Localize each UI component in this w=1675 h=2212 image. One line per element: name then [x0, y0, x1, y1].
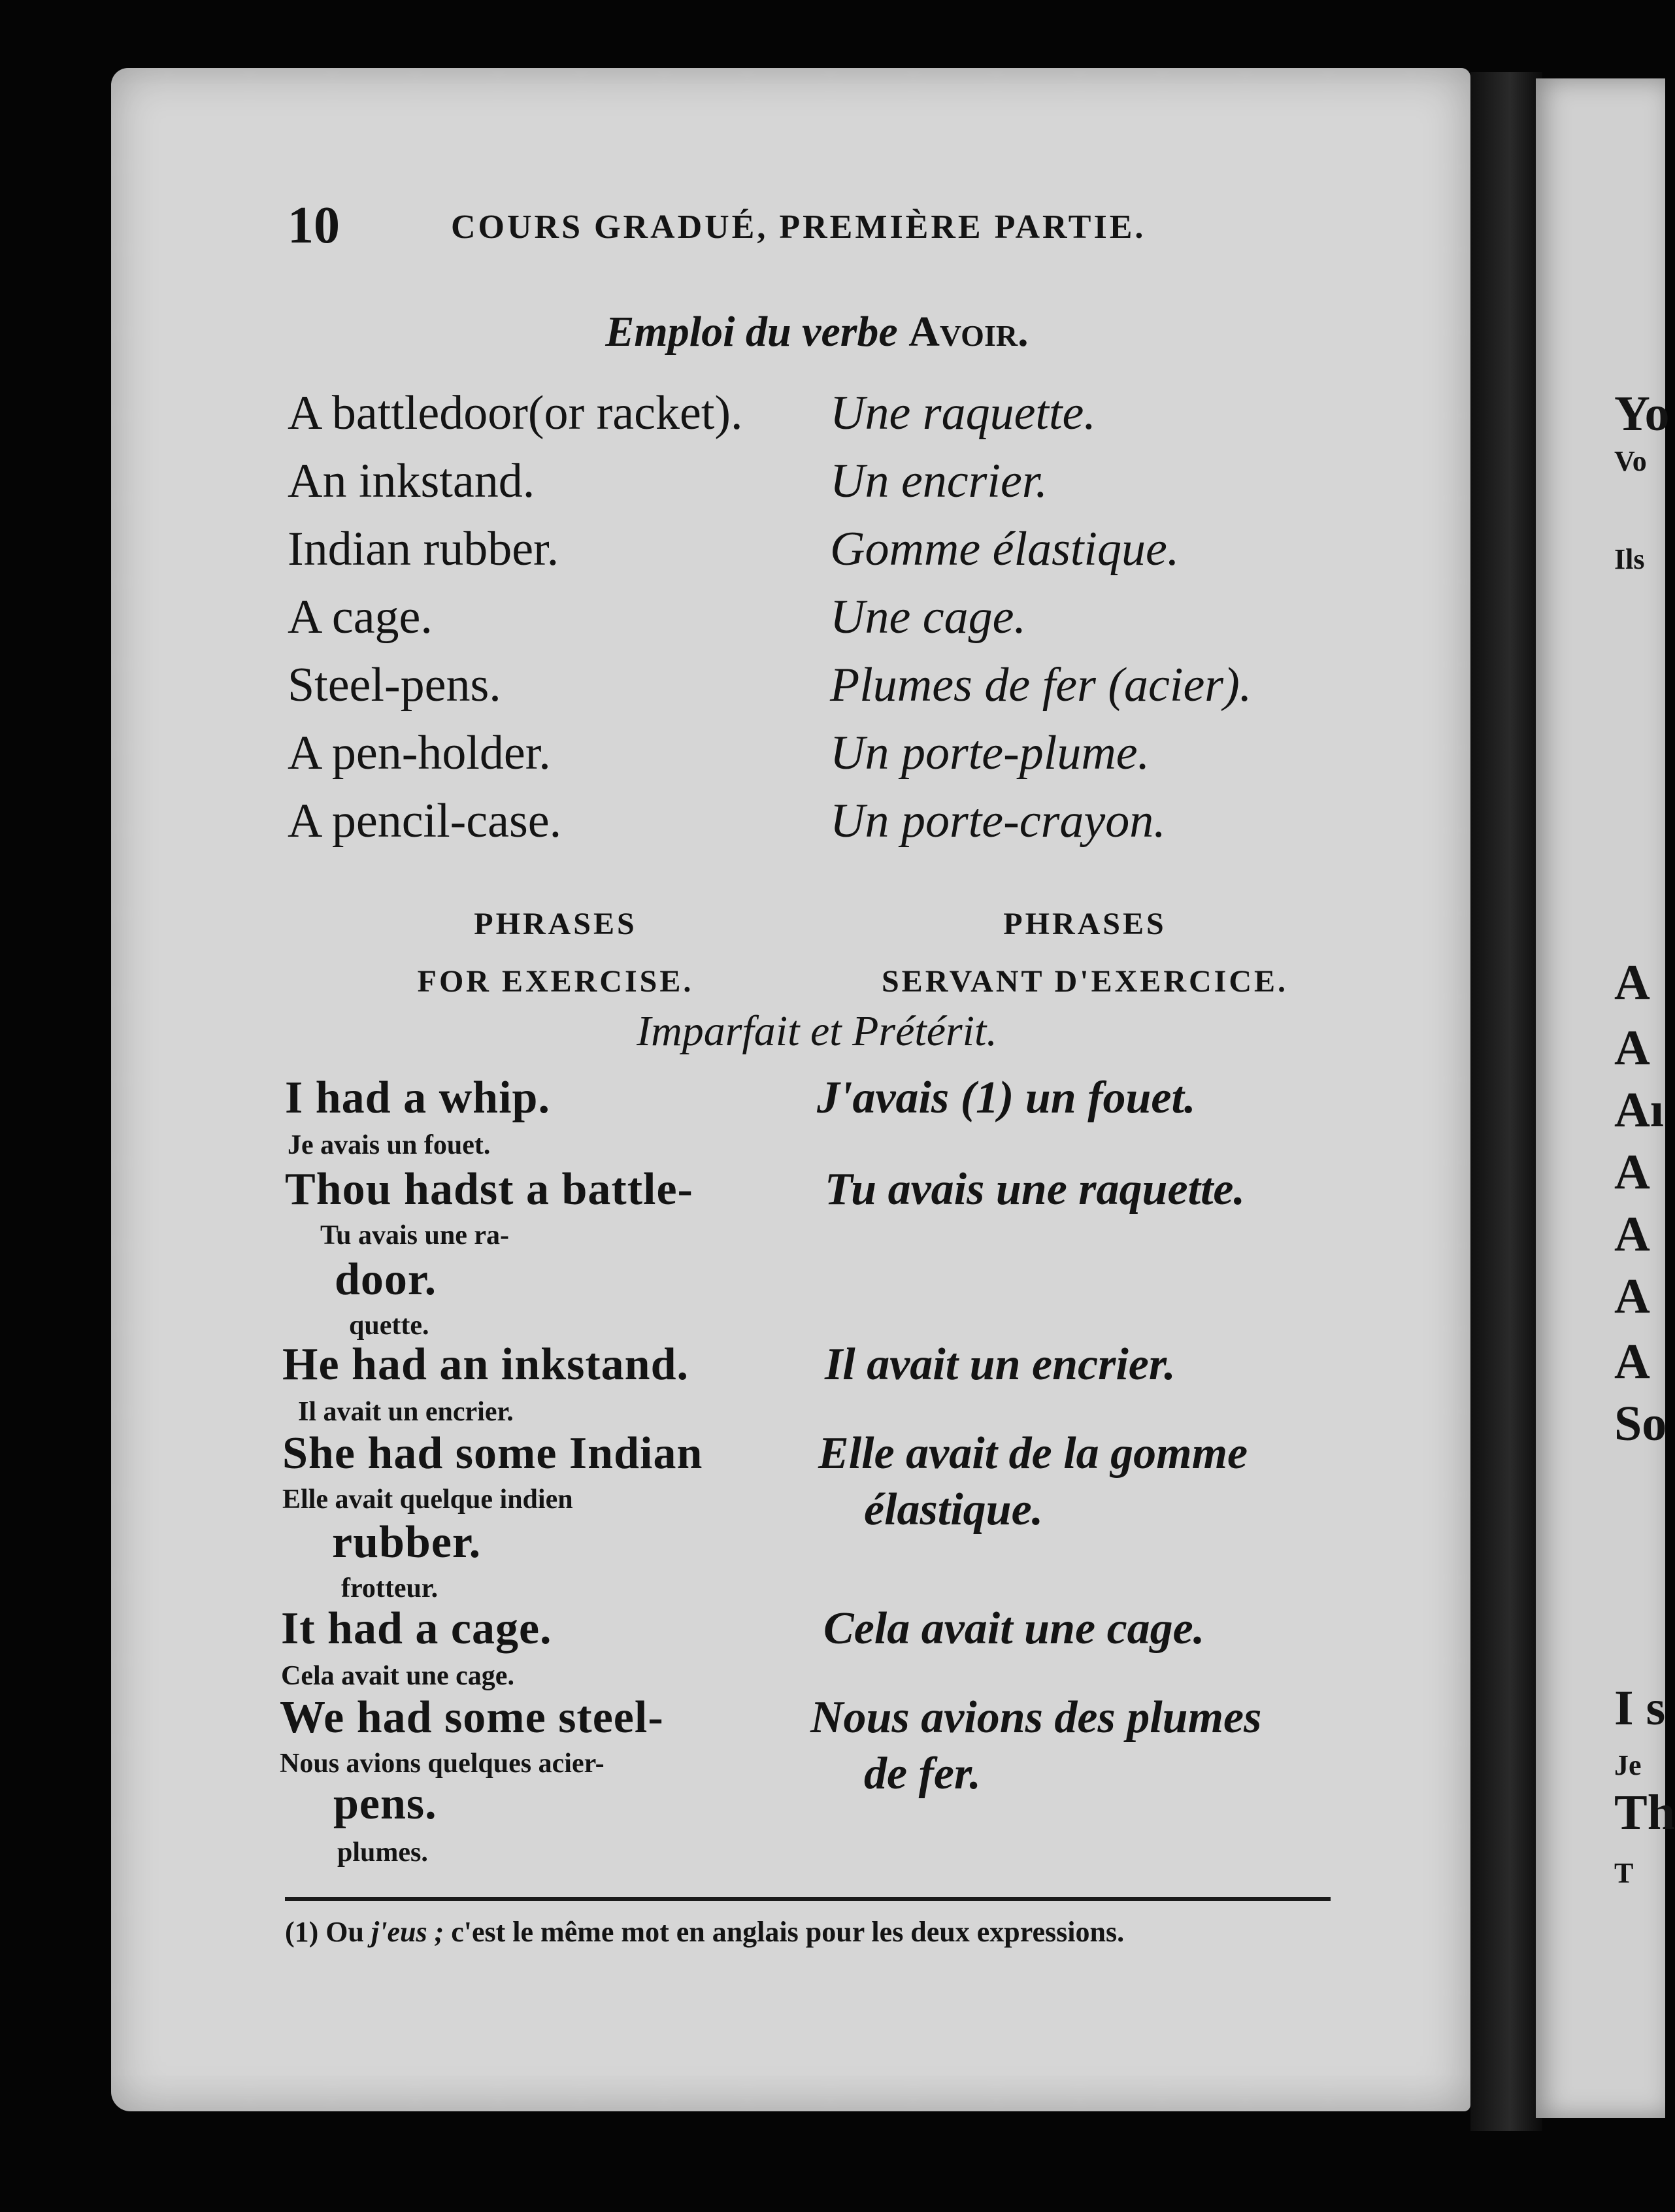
exercise-english-line: I had a whip. [285, 1073, 550, 1123]
exercise-french-line: Tu avais une raquette. [825, 1164, 1245, 1215]
vocabulary-english: A pencil-case. [288, 794, 562, 848]
vocabulary-row [288, 590, 1359, 658]
column-heading-line: FOR EXERCISE. [417, 964, 694, 999]
exercise-french-line: élastique. [864, 1484, 1044, 1535]
exercise-gloss-line: Tu avais une ra- [320, 1220, 510, 1250]
page-number: 10 [288, 197, 340, 254]
exercise-gloss-line: Je avais un fouet. [288, 1130, 491, 1160]
facing-page-fragment: A [1614, 1145, 1650, 1199]
vocabulary-french: Une raquette. [830, 386, 1096, 440]
facing-page-fragment: Th [1614, 1785, 1675, 1840]
running-header [288, 196, 1216, 255]
vocabulary-row [288, 726, 1359, 794]
exercise-gloss-line: frotteur. [341, 1573, 439, 1603]
column-heading-line: PHRASES [1003, 907, 1167, 941]
footnote-marker: (1) Ou [285, 1916, 371, 1948]
exercise-english-line: door. [335, 1254, 437, 1305]
vocabulary-french: Un encrier. [830, 454, 1048, 508]
vocabulary-french: Une cage. [830, 590, 1026, 644]
facing-page [1536, 78, 1675, 2118]
column-heading-line: PHRASES [474, 907, 637, 941]
vocabulary-english: Indian rubber. [288, 522, 559, 576]
exercise-gloss-line: quette. [349, 1311, 429, 1341]
vocabulary-french: Plumes de fer (acier). [830, 658, 1252, 712]
facing-page-fragment: Aı [1614, 1082, 1664, 1137]
column-heading-english [379, 896, 732, 1011]
facing-page-fragment: A [1614, 955, 1650, 1010]
vocabulary-row [288, 522, 1359, 590]
vocabulary-row [288, 386, 1359, 454]
facing-page-fragment: A [1614, 1207, 1650, 1262]
facing-page-fragment: Yo [1614, 386, 1670, 441]
column-heading-french [830, 896, 1340, 1011]
vocabulary-english: A cage. [288, 590, 433, 644]
facing-page-fragment: Ils [1614, 543, 1645, 575]
vocabulary-french: Gomme élastique. [830, 522, 1180, 576]
exercise-gloss-line: Il avait un encrier. [298, 1397, 514, 1427]
exercise-gloss-line: plumes. [337, 1837, 428, 1868]
facing-page-fragment: T [1614, 1857, 1634, 1889]
facing-page-fragment: Je [1614, 1749, 1642, 1781]
exercise-english-line: She had some Indian [282, 1428, 703, 1479]
exercise-french-line: Cela avait une cage. [823, 1603, 1205, 1654]
exercise-french-line: de fer. [864, 1749, 981, 1799]
column-heading-line: SERVANT D'EXERCICE. [881, 964, 1289, 999]
footnote-italic: j'eus ; [371, 1916, 444, 1948]
section-title-italic: Emploi du verbe [605, 308, 909, 356]
exercise-french-line: Nous avions des plumes [810, 1692, 1262, 1743]
exercise-french-line: Elle avait de la gomme [818, 1428, 1248, 1479]
book-gutter [1470, 72, 1542, 2131]
subsection-title: Imparfait et Prétérit. [637, 1007, 997, 1055]
exercise-french-line: Il avait un encrier. [825, 1339, 1176, 1390]
section-title [288, 307, 1346, 357]
vocabulary-row [288, 658, 1359, 726]
exercise-english-line: We had some steel- [280, 1692, 664, 1743]
facing-page-fragment: A [1614, 1334, 1650, 1389]
vocabulary-row [288, 794, 1359, 862]
exercise-gloss-line: Nous avions quelques acier- [280, 1749, 605, 1779]
facing-page-fragment: A [1614, 1020, 1650, 1075]
exercise-french-line: J'avais (1) un fouet. [817, 1073, 1196, 1123]
footnote-rule [285, 1897, 1331, 1901]
facing-page-fragment: I s [1614, 1681, 1666, 1735]
vocabulary-row [288, 454, 1359, 522]
exercise-english-line: rubber. [332, 1517, 482, 1567]
footnote-text: c'est le même mot en anglais pour les deux expressions. [444, 1916, 1125, 1948]
vocabulary-english: A battledoor(or racket). [288, 386, 743, 440]
running-title: COURS GRADUÉ, PREMIÈRE PARTIE. [451, 209, 1146, 246]
exercise-gloss-line: Cela avait une cage. [281, 1661, 514, 1691]
vocabulary-list [288, 386, 1359, 862]
exercise-gloss-line: Elle avait quelque indien [282, 1484, 573, 1515]
facing-page-fragment: So [1614, 1396, 1667, 1451]
facing-page-fragment: A [1614, 1269, 1650, 1324]
exercise-english-line: pens. [333, 1779, 437, 1829]
exercise-english-line: It had a cage. [281, 1603, 552, 1654]
vocabulary-french: Un porte-plume. [830, 726, 1150, 780]
vocabulary-english: A pen-holder. [288, 726, 551, 780]
vocabulary-english: An inkstand. [288, 454, 535, 508]
facing-page-fragment: Vo [1614, 445, 1647, 477]
vocabulary-french: Un porte-crayon. [830, 794, 1166, 848]
exercise-english-line: He had an inkstand. [282, 1339, 689, 1390]
vocabulary-english: Steel-pens. [288, 658, 501, 712]
exercise-english-line: Thou hadst a battle- [285, 1164, 693, 1215]
footnote [285, 1915, 1124, 1949]
section-title-verb: Avoir. [908, 308, 1029, 356]
